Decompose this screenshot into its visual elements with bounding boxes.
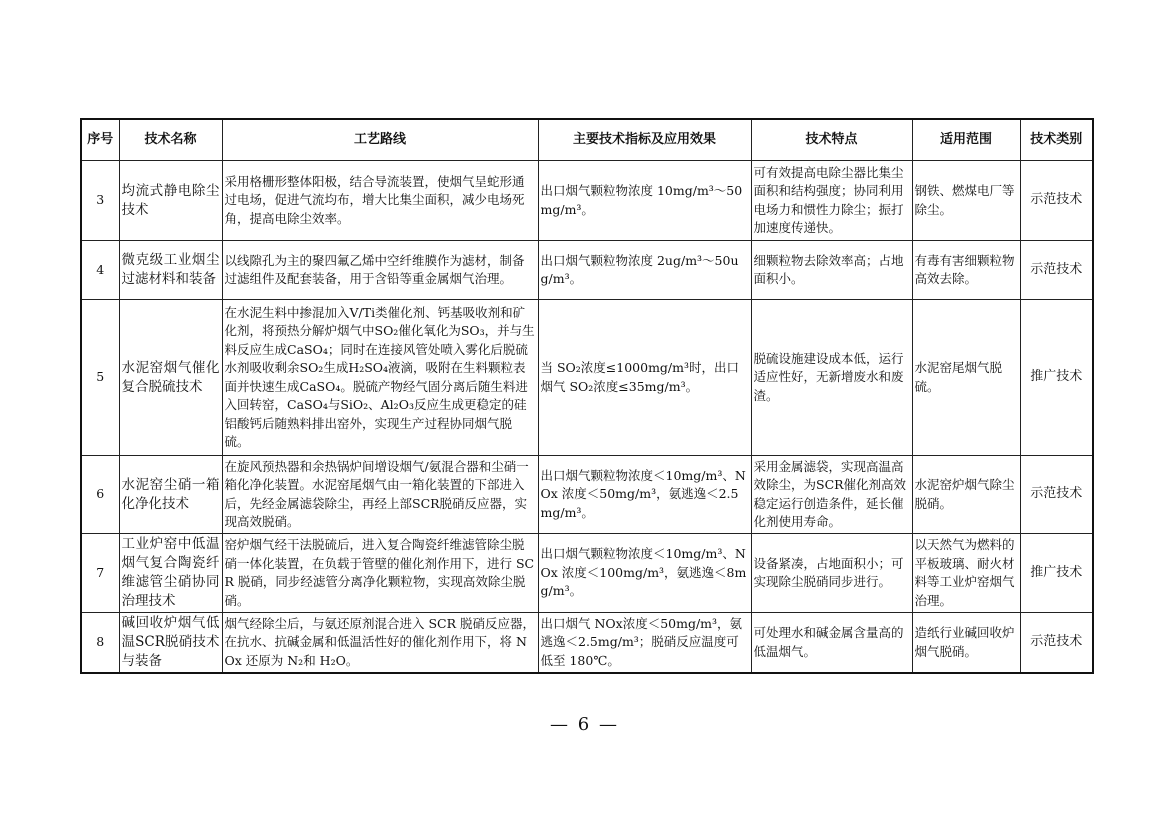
table-row: [81, 161, 1093, 241]
category: 示范技术: [1020, 456, 1093, 534]
technology-table: [80, 118, 1094, 674]
category: 推广技术: [1020, 534, 1093, 613]
table-row: [81, 613, 1093, 674]
header-name: 技术名称: [119, 119, 222, 161]
process-route: 以线隙孔为主的聚四氟乙烯中空纤维膜作为滤材，制备过滤组件及配套装备，用于含铅等重金属烟气治理。: [222, 241, 538, 300]
row-number: 8: [81, 613, 119, 674]
technology-name: 水泥窑烟气催化复合脱硫技术: [119, 300, 222, 456]
row-number: 7: [81, 534, 119, 613]
process-route: 烟气经除尘后，与氨还原剂混合进入 SCR 脱硝反应器，在抗水、抗碱金属和低温活性好的催化剂作用下，将 NOx 还原为 N₂和 H₂O。: [222, 613, 538, 674]
indicators: 出口烟气颗粒物浓度 2ug/m³～50ug/m³。: [538, 241, 751, 300]
header-scope: 适用范围: [912, 119, 1020, 161]
row-number: 4: [81, 241, 119, 300]
indicators: 出口烟气颗粒物浓度＜10mg/m³、NOx 浓度＜100mg/m³，氨逃逸＜8mg/m³。: [538, 534, 751, 613]
scope: 水泥窑炉烟气除尘脱硝。: [912, 456, 1020, 534]
row-number: 6: [81, 456, 119, 534]
features: 可有效提高电除尘器比集尘面积和结构强度；协同利用电场力和惯性力除尘；振打加速度传递快。: [751, 161, 912, 241]
indicators: 出口烟气颗粒物浓度 10mg/m³～50mg/m³。: [538, 161, 751, 241]
features: 采用金属滤袋，实现高温高效除尘，为SCR催化剂高效稳定运行创造条件，延长催化剂使用寿命。: [751, 456, 912, 534]
table-row: [81, 456, 1093, 534]
header-features: 技术特点: [751, 119, 912, 161]
scope: 水泥窑尾烟气脱硫。: [912, 300, 1020, 456]
table-header-row: [81, 119, 1093, 161]
features: 可处理水和碱金属含量高的低温烟气。: [751, 613, 912, 674]
header-no: 序号: [81, 119, 119, 161]
process-route: 窑炉烟气经干法脱硫后，进入复合陶瓷纤维滤管除尘脱硝一体化装置，在负载于管壁的催化剂作用下，进行 SCR 脱硝，同步经滤管分离净化颗粒物，实现高效除尘脱硝。: [222, 534, 538, 613]
header-category: 技术类别: [1020, 119, 1093, 161]
page-number: — 6 —: [550, 714, 619, 735]
table-row: [81, 300, 1093, 456]
scope: 有毒有害细颗粒物高效去除。: [912, 241, 1020, 300]
process-route: 在旋风预热器和余热锅炉间增设烟气/氨混合器和尘硝一箱化净化装置。水泥窑尾烟气由一箱化装置的下部进入后，先经金属滤袋除尘，再经上部SCR脱硝反应器，实现高效脱硝。: [222, 456, 538, 534]
technology-name: 均流式静电除尘技术: [119, 161, 222, 241]
features: 设备紧凑，占地面积小；可实现除尘脱硝同步进行。: [751, 534, 912, 613]
scope: 造纸行业碱回收炉烟气脱硝。: [912, 613, 1020, 674]
technology-name: 微克级工业烟尘过滤材料和装备: [119, 241, 222, 300]
table-row: [81, 534, 1093, 613]
features: 脱硫设施建设成本低，运行适应性好，无新增废水和废渣。: [751, 300, 912, 456]
row-number: 5: [81, 300, 119, 456]
technology-name: 碱回收炉烟气低温SCR脱硝技术与装备: [119, 613, 222, 674]
category: 示范技术: [1020, 241, 1093, 300]
indicators: 当 SO₂浓度≤1000mg/m³时，出口烟气 SO₂浓度≤35mg/m³。: [538, 300, 751, 456]
indicators: 出口烟气颗粒物浓度＜10mg/m³、NOx 浓度＜50mg/m³，氨逃逸＜2.5mg/m³。: [538, 456, 751, 534]
row-number: 3: [81, 161, 119, 241]
features: 细颗粒物去除效率高；占地面积小。: [751, 241, 912, 300]
header-process: 工艺路线: [222, 119, 538, 161]
scope: 以天然气为燃料的平板玻璃、耐火材料等工业炉窑烟气治理。: [912, 534, 1020, 613]
technology-name: 工业炉窑中低温烟气复合陶瓷纤维滤管尘硝协同治理技术: [119, 534, 222, 613]
header-indicators: 主要技术指标及应用效果: [538, 119, 751, 161]
category: 示范技术: [1020, 161, 1093, 241]
table-row: [81, 241, 1093, 300]
category: 推广技术: [1020, 300, 1093, 456]
category: 示范技术: [1020, 613, 1093, 674]
scope: 钢铁、燃煤电厂等除尘。: [912, 161, 1020, 241]
process-route: 在水泥生料中掺混加入V/Ti类催化剂、钙基吸收剂和矿化剂，将预热分解炉烟气中SO₂催化氧化为SO₃，并与生料反应生成CaSO₄；同时在连接风管处喷入雾化后脱硫水剂吸收剩余SO₂生成H₂SO₄液滴，吸附在生料颗粒表面并快速生成CaSO₄。脱硫产物经气固分离后随生料进入回转窑，CaSO₄与SiO₂、Al₂O₃反应生成更稳定的硅铝酸钙后随熟料排出窑外，实现生产过程协同烟气脱硫。: [222, 300, 538, 456]
process-route: 采用格栅形整体阳极，结合导流装置，使烟气呈蛇形通过电场，促进气流均布，增大比集尘面积，减少电场死角，提高电除尘效率。: [222, 161, 538, 241]
indicators: 出口烟气 NOx浓度＜50mg/m³，氨逃逸＜2.5mg/m³；脱硝反应温度可低至 180℃。: [538, 613, 751, 674]
technology-name: 水泥窑尘硝一箱化净化技术: [119, 456, 222, 534]
